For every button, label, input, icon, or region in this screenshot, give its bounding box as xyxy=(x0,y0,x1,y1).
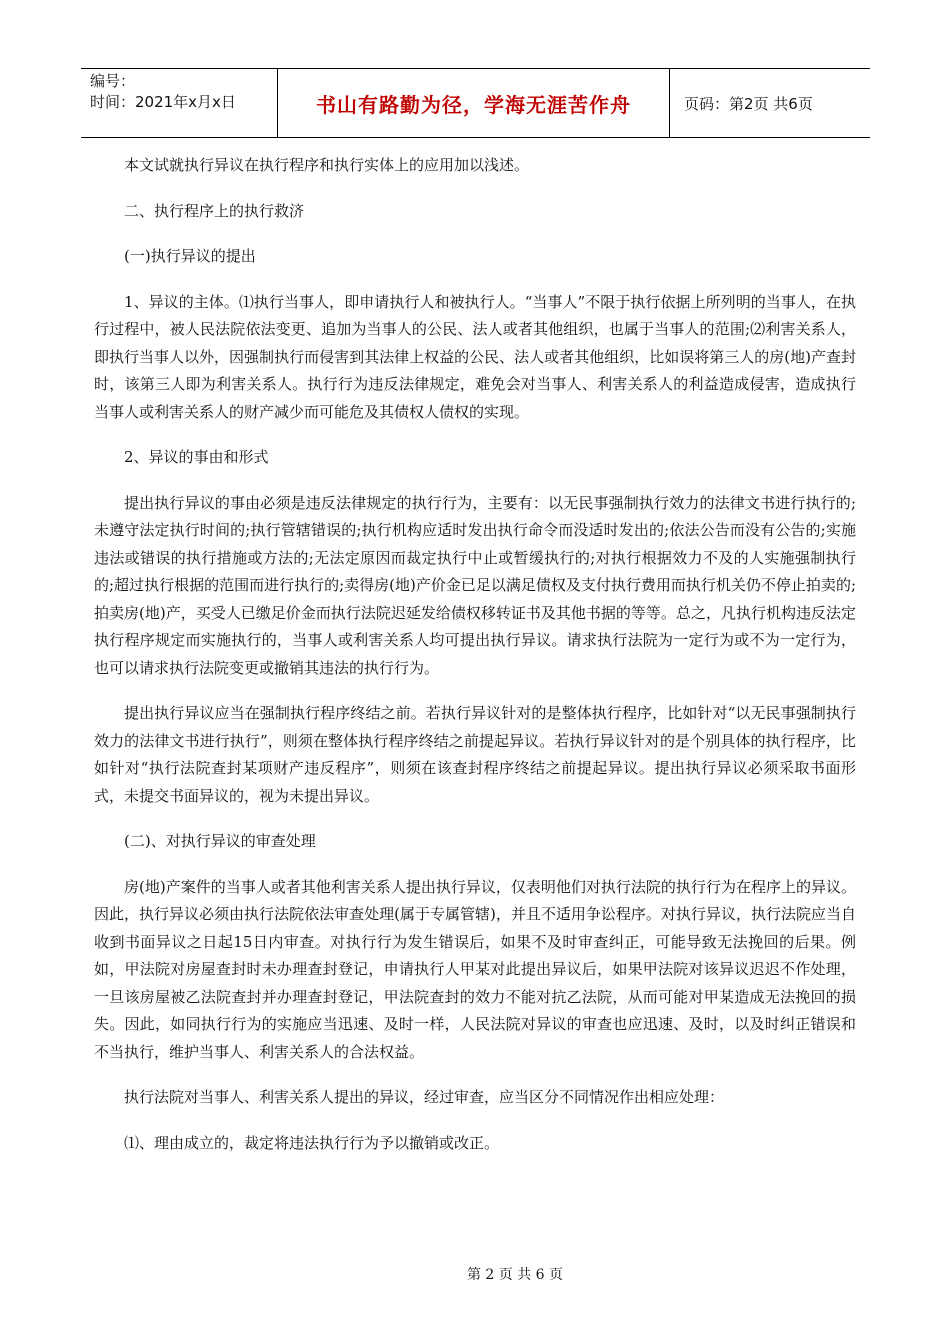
document-body xyxy=(94,152,856,1175)
paragraph: 执行法院对当事人、利害关系人提出的异议，经过审查，应当区分不同情况作出相应处理： xyxy=(124,1088,725,1106)
document-date-label: 时间：2021年x月x日 xyxy=(90,93,236,111)
page-header xyxy=(81,68,870,138)
header-motto: 书山有路勤为径，学海无涯苦作舟 xyxy=(278,69,670,137)
paragraph: 房(地)产案件的当事人或者其他利害关系人提出执行异议，仅表明他们对执行法院的执行行为在程序上的异议。因此，执行异议必须由执行法院依法审查处理(属于专属管辖)，并且不适用争讼程序。对执行异议，执行法院应当自收到书面异议之日起15日内审查。对执行行为发生错误后，如果不及时审查纠正，可能导致无法挽回的后果。例如，甲法院对房屋查封时未办理查封登记，申请执行人甲某对此提出异议后，如果甲法院对该异议迟迟不作处理，一旦该房屋被乙法院查封并办理查封登记，甲法院查封的效力不能对抗乙法院，从而可能对甲某造成无法挽回的损失。因此，如同执行行为的实施应当迅速、及时一样，人民法院对异议的审查也应迅速、及时，以及时纠正错误和不当执行，维护当事人、利害关系人的合法权益。 xyxy=(94,877,856,1061)
paragraph: ⑴、理由成立的，裁定将违法执行行为予以撤销或改正。 xyxy=(124,1133,500,1152)
header-meta xyxy=(81,69,278,137)
header-page-number: 页码：第2页 共6页 xyxy=(684,94,813,113)
subsection-heading: (一)执行异议的提出 xyxy=(124,247,256,265)
section-heading: 二、执行程序上的执行救济 xyxy=(124,201,305,220)
paragraph-intro: 本文试就执行异议在执行程序和执行实体上的应用加以浅述。 xyxy=(124,156,530,174)
document-number-label: 编号： xyxy=(90,72,136,90)
page-footer: 第 2 页 共 6 页 xyxy=(466,1267,564,1283)
item-heading: 2、异议的事由和形式 xyxy=(124,448,269,466)
paragraph: 提出执行异议应当在强制执行程序终结之前。若执行异议针对的是整体执行程序，比如针对“以无民事强制执行效力的法律文书进行执行”，则须在整体执行程序终结之前提起异议。若执行异议针对的是个别具体的执行程序，比如针对“执行法院查封某项财产违反程序”，则须在该查封程序终结之前提起异议。提出执行异议必须采取书面形式，未提交书面异议的，视为未提出异议。 xyxy=(94,704,856,805)
paragraph: 提出执行异议的事由必须是违反法律规定的执行行为，主要有：以无民事强制执行效力的法律文书进行执行的;未遵守法定执行时间的;执行管辖错误的;执行机构应适时发出执行命令而没适时发出的;依法公告而没有公告的;实施违法或错误的执行措施或方法的;无法定原因而裁定执行中止或暂缓执行的;对执行根据效力不及的人实施强制执行的;超过执行根据的范围而进行执行的;卖得房(地)产价金已足以满足债权及支付执行费用而执行机关仍不停止拍卖的;拍卖房(地)产，买受人已缴足价金而执行法院迟延发给债权移转证书及其他书据的等等。总之，凡执行机构违反法定执行程序规定而实施执行的，当事人或利害关系人均可提出执行异议。请求执行法院为一定行为或不为一定行为，也可以请求执行法院变更或撤销其违法的执行行为。 xyxy=(94,493,856,677)
subsection-heading: (二)、对执行异议的审查处理 xyxy=(124,832,316,850)
paragraph: 1、异议的主体。⑴执行当事人，即申请执行人和被执行人。“当事人”不限于执行依据上所列明的当事人，在执行过程中，被人民法院依法变更、追加为当事人的公民、法人或者其他组织，也属于当事人的范围;⑵利害关系人，即执行当事人以外，因强制执行而侵害到其法律上权益的公民、法人或者其他组织，比如误将第三人的房(地)产查封时，该第三人即为利害关系人。执行行为违反法律规定，难免会对当事人、利害关系人的利益造成侵害，造成执行当事人或利害关系人的财产减少而可能危及其债权人债权的实现。 xyxy=(94,292,856,421)
